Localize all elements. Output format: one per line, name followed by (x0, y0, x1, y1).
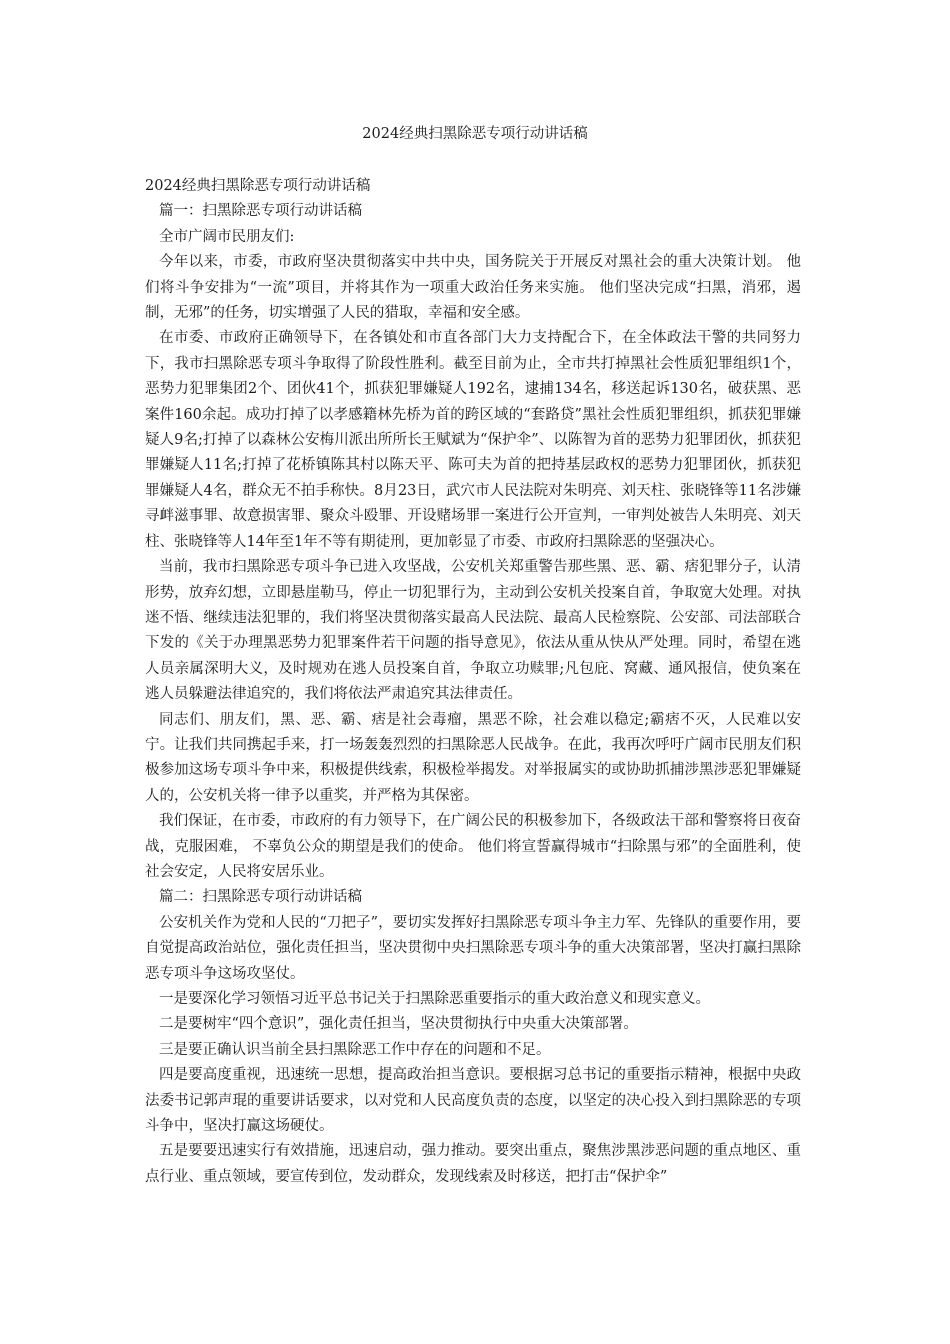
paragraph: 公安机关作为党和人民的“刀把子”，要切实发挥好扫黑除恶专项斗争主力军、先锋队的重要作用，要自觉提高政治站位，强化责任担当，坚决贯彻中央扫黑除恶专项斗争的重大决策部署，坚决打赢扫黑除恶专项斗争这场攻坚仗。 (145, 914, 801, 982)
section-heading-2: 篇二：扫黑除恶专项行动讲话稿 (159, 889, 362, 906)
paragraph: 当前，我市扫黑除恶专项斗争已进入攻坚战，公安机关郑重警告那些黑、恶、霸、痞犯罪分子，认清形势，放弃幻想，立即悬崖勒马，停止一切犯罪行为，主动到公安机关投案自首，争取宽大处理。对执迷不悟、继续违法犯罪的，我们将坚决贯彻落实最高人民法院、最高人民检察院、公安部、司法部联合下发的《关于办理黑恶势力犯罪案件若干问题的指导意见》，依法从重从快从严处理。同时，希望在逃人员亲属深明大义，及时规劝在逃人员投案自首，争取立功赎罪;凡包庇、窝藏、通风报信，使负案在逃人员躲避法律追究的，我们将依法严肃追究其法律责任。 (145, 559, 801, 703)
paragraph: 四是要高度重视，迅速统一思想，提高政治担当意识。要根据习总书记的重要指示精神，根据中央政法委书记郭声琨的重要讲话要求，以对党和人民高度负责的态度，以坚定的决心投入到扫黑除恶的专项斗争中，坚决打赢这场硬仗。 (145, 1067, 801, 1135)
paragraph: 同志们、朋友们，黑、恶、霸、痞是社会毒瘤，黑恶不除，社会难以稳定;霸痞不灭，人民难以安宁。让我们共同携起手来，打一场轰轰烈烈的扫黑除恶人民战争。在此，我再次呼吁广阔市民朋友们积极参加这场专项斗争中来，积极提供线索，积极检举揭发。对举报属实的或协助抓捕涉黑涉恶犯罪嫌疑人的，公安机关将一律予以重奖，并严格为其保密。 (145, 711, 801, 804)
paragraph: 五是要要迅速实行有效措施，迅速启动，强力推动。要突出重点，聚焦涉黑涉恶问题的重点地区、重点行业、重点领域，要宣传到位，发动群众，发现线索及时移送，把打击“保护伞” (145, 1143, 801, 1185)
document-body (145, 174, 801, 1190)
document-title: 2024经典扫黑除恶专项行动讲话稿 (362, 126, 588, 142)
paragraph: 一是要深化学习领悟习近平总书记关于扫黑除恶重要指示的重大政治意义和现实意义。 (159, 991, 710, 1007)
paragraph: 在市委、市政府正确领导下，在各镇处和市直各部门大力支持配合下，在全体政法干警的共同努力下，我市扫黑除恶专项斗争取得了阶段性胜利。截至目前为止，全市共打掉黑社会性质犯罪组织1个，恶势力犯罪集团2个、团伙41个，抓获犯罪嫌疑人192名，逮捕134名，移送起诉130名，破获黑、恶案件160余起。成功打掉了以孝感籍林先桥为首的跨区域的“套路贷”黑社会性质犯罪组织，抓获犯罪嫌疑人9名;打掉了以森林公安梅川派出所所长王赋斌为“保护伞”、以陈智为首的恶势力犯罪团伙，抓获犯罪嫌疑人11名;打掉了花桥镇陈其村以陈天平、陈可夫为首的把持基层政权的恶势力犯罪团伙，抓获犯罪嫌疑人4名，群众无不拍手称快。8月23日，武穴市人民法院对朱明亮、刘天柱、张晓锋等11名涉嫌寻衅滋事罪、故意损害罪、聚众斗殴罪、开设赌场罪一案进行公开宣判，一审判处被告人朱明亮、刘天柱、张晓锋等人14年至1年不等有期徒刑，更加彰显了市委、市政府扫黑除恶的坚强决心。 (145, 330, 801, 550)
salutation: 全市广阔市民朋友们: (159, 228, 295, 245)
section-heading-1: 篇一：扫黑除恶专项行动讲话稿 (159, 203, 362, 220)
body-heading: 2024经典扫黑除恶专项行动讲话稿 (145, 178, 371, 194)
paragraph: 二是要树牢“四个意识”，强化责任担当，坚决贯彻执行中央重大决策部署。 (159, 1016, 638, 1033)
paragraph: 三是要正确认识当前全县扫黑除恶工作中存在的问题和不足。 (159, 1041, 551, 1058)
paragraph: 我们保证，在市委，市政府的有力领导下，在广阔公民的积极参加下，各级政法干部和警察将日夜奋战，克服困难， 不辜负公众的期望是我们的使命。 他们将宣誓赢得城市“扫除黑与邪”的全面胜利，使社会安定，人民将安居乐业。 (145, 813, 801, 880)
paragraph: 今年以来，市委，市政府坚决贯彻落实中共中央，国务院关于开展反对黑社会的重大决策计划。 他们将斗争安排为“一流”项目，并将其作为一项重大政治任务来实施。 他们坚决完成“扫黑，消邪，遏制，无邪”的任务，切实增强了人民的猎取，幸福和安全感。 (145, 254, 801, 322)
